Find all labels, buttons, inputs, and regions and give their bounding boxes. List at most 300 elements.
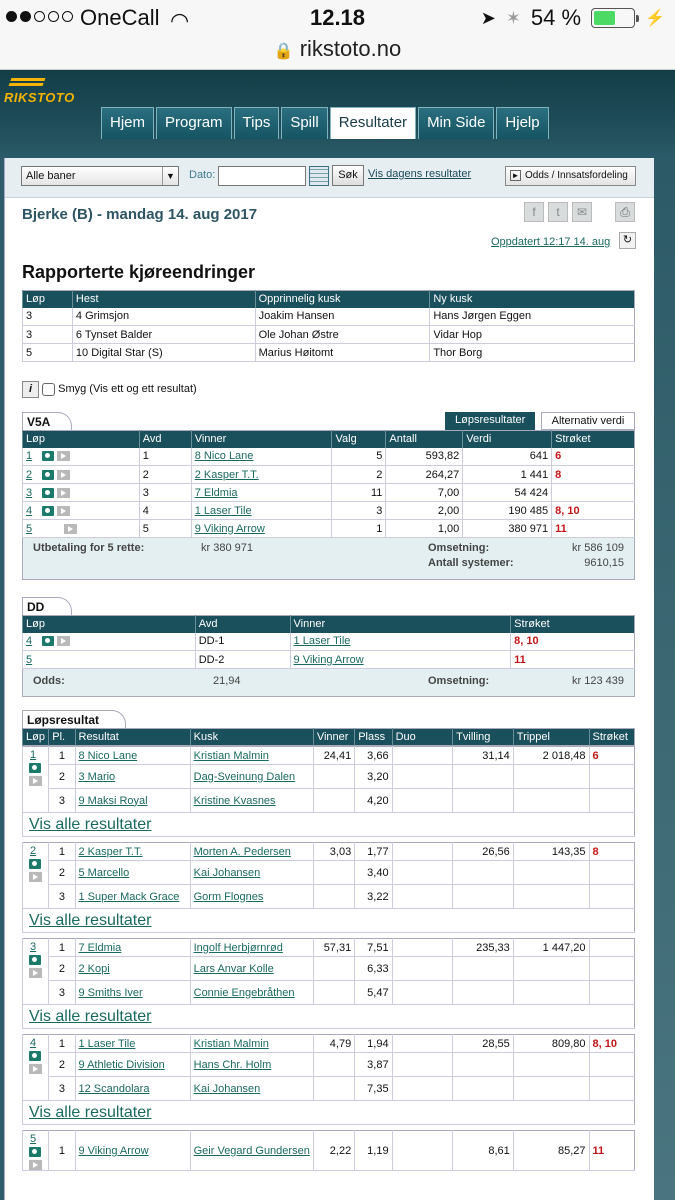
stroket-cell <box>589 1053 635 1077</box>
facebook-icon[interactable]: f <box>524 202 544 222</box>
column-header: Løp <box>23 291 73 308</box>
v5a-tabhead <box>22 412 635 430</box>
column-header: Antall <box>386 431 463 448</box>
race-link[interactable]: 5 <box>30 1133 37 1145</box>
place-odds-cell: 6,33 <box>355 957 392 981</box>
race-link[interactable]: 1 <box>26 450 33 463</box>
table-row <box>23 957 635 981</box>
results-toolbar <box>5 158 654 198</box>
race-cell <box>23 448 140 466</box>
winner-odds-cell <box>313 765 354 789</box>
video-icon[interactable] <box>29 872 42 882</box>
print-icon[interactable]: ⎙ <box>615 202 635 222</box>
trippel-cell <box>513 1077 589 1101</box>
odds-value: 21,94 <box>213 675 241 687</box>
winner-odds-cell <box>313 861 354 885</box>
verdi-cell: 1 441 <box>463 466 552 484</box>
horse-cell <box>75 789 190 813</box>
table-row <box>23 1077 635 1101</box>
twitter-icon[interactable]: t <box>548 202 568 222</box>
stroket-cell: 8, 10 <box>511 633 635 651</box>
duo-cell <box>392 765 453 789</box>
winner-cell <box>191 484 332 502</box>
table-header-row <box>23 729 635 746</box>
tvilling-cell <box>453 765 514 789</box>
verdi-cell: 641 <box>463 448 552 466</box>
stroket-cell <box>589 1077 635 1101</box>
table-row <box>23 1053 635 1077</box>
tab-min-side[interactable]: Min Side <box>418 107 494 139</box>
race-link[interactable]: 1 <box>30 749 37 761</box>
column-header: Tvilling <box>453 729 514 746</box>
track-select[interactable] <box>21 166 179 186</box>
video-icon[interactable] <box>29 1160 42 1170</box>
verdi-cell: 380 971 <box>463 520 552 538</box>
driver-link[interactable]: Kristian Malmin <box>193 749 269 762</box>
battery-percent: 54 % <box>530 5 582 30</box>
column-header: Strøket <box>552 431 635 448</box>
video-icon[interactable] <box>29 1064 42 1074</box>
table-cell: Thor Borg <box>430 344 635 362</box>
driver-cell <box>190 957 313 981</box>
horse-link[interactable]: 3 Mario <box>78 770 116 783</box>
table-cell: 4 Grimsjon <box>72 308 255 326</box>
camera-icon[interactable] <box>42 488 54 498</box>
placement-cell: 1 <box>49 747 75 765</box>
winner-link[interactable]: 1 Laser Tile <box>194 504 252 517</box>
duo-cell <box>392 1131 453 1171</box>
race-result-table <box>22 746 635 837</box>
horse-link[interactable]: 9 Viking Arrow <box>78 1144 149 1157</box>
antall-cell: 2,00 <box>386 502 463 520</box>
column-header: Plass <box>355 729 392 746</box>
winner-odds-cell: 24,41 <box>313 747 354 765</box>
show-all-cell <box>23 813 635 837</box>
place-odds-cell: 3,22 <box>355 885 392 909</box>
video-icon[interactable] <box>57 451 70 461</box>
tvilling-cell <box>453 861 514 885</box>
placement-cell: 3 <box>49 1077 75 1101</box>
stroket-cell <box>589 885 635 909</box>
camera-icon[interactable] <box>29 955 41 965</box>
tvilling-cell: 31,14 <box>453 747 514 765</box>
column-header: Vinner <box>290 616 511 633</box>
tvilling-cell: 26,56 <box>453 843 514 861</box>
race-link[interactable]: 5 <box>26 522 33 535</box>
column-header: Kusk <box>190 729 313 746</box>
bluetooth-icon: ✶ <box>505 7 521 28</box>
trippel-cell: 1 447,20 <box>513 939 589 957</box>
stroket-cell: 8, 10 <box>552 502 635 520</box>
page-title: Bjerke (B) - mandag 14. aug 2017 <box>22 206 258 223</box>
show-all-cell <box>23 909 635 933</box>
show-all-cell <box>23 1101 635 1125</box>
camera-icon[interactable] <box>42 470 54 480</box>
winner-odds-cell: 4,79 <box>313 1035 354 1053</box>
column-header: Avd <box>195 616 290 633</box>
trippel-cell: 85,27 <box>513 1131 589 1171</box>
info-icon[interactable]: i <box>22 381 39 398</box>
trippel-cell: 809,80 <box>513 1035 589 1053</box>
place-odds-cell: 1,77 <box>355 843 392 861</box>
duo-cell <box>392 789 453 813</box>
column-header: Duo <box>392 729 453 746</box>
column-header: Strøket <box>589 729 635 746</box>
horse-link[interactable]: 9 Athletic Division <box>78 1058 165 1071</box>
tab-hjelp[interactable]: Hjelp <box>496 107 548 139</box>
driver-changes-table <box>22 290 635 362</box>
ios-status-bar <box>0 0 675 36</box>
rikstoto-logo[interactable] <box>4 78 75 105</box>
systems-label: Antall systemer: <box>428 557 514 569</box>
race-result-table <box>22 938 635 1029</box>
table-cell: Hans Jørgen Eggen <box>430 308 635 326</box>
duo-cell <box>392 939 453 957</box>
trippel-cell <box>513 765 589 789</box>
url-text: rikstoto.no <box>299 36 402 61</box>
place-odds-cell: 5,47 <box>355 981 392 1005</box>
place-odds-cell: 1,19 <box>355 1131 392 1171</box>
driver-link[interactable]: Hans Chr. Holm <box>193 1058 272 1071</box>
todays-results-link[interactable]: Vis dagens resultater <box>368 168 472 180</box>
stroket-cell: 11 <box>511 651 635 669</box>
race-link[interactable]: 5 <box>26 653 33 666</box>
column-header: Resultat <box>75 729 190 746</box>
race-cell <box>23 466 140 484</box>
place-odds-cell: 7,51 <box>355 939 392 957</box>
driver-cell <box>190 939 313 957</box>
table-row <box>23 651 635 669</box>
v5a-table <box>22 430 635 538</box>
show-all-results-link[interactable]: Vis alle resultater <box>29 1103 152 1121</box>
tvilling-cell: 235,33 <box>453 939 514 957</box>
table-row <box>23 1035 635 1053</box>
tvilling-cell <box>453 1053 514 1077</box>
race-cell <box>23 520 140 538</box>
date-input[interactable] <box>218 166 306 186</box>
winner-odds-cell <box>313 789 354 813</box>
valg-cell: 5 <box>332 448 386 466</box>
winner-odds-cell <box>313 885 354 909</box>
driver-cell <box>190 1053 313 1077</box>
verdi-cell: 190 485 <box>463 502 552 520</box>
race-link[interactable]: 2 <box>26 468 33 481</box>
winner-cell <box>191 520 332 538</box>
trippel-cell <box>513 981 589 1005</box>
race-link[interactable]: 4 <box>30 1037 37 1049</box>
winner-link[interactable]: 7 Eldmia <box>194 486 238 499</box>
antall-cell: 264,27 <box>386 466 463 484</box>
charging-icon: ⚡ <box>645 10 665 27</box>
camera-icon[interactable] <box>42 506 54 516</box>
tab-hjem[interactable]: Hjem <box>101 107 154 139</box>
tab-program[interactable]: Program <box>156 107 232 139</box>
trippel-cell <box>513 957 589 981</box>
horse-cell <box>75 765 190 789</box>
video-icon[interactable] <box>29 776 42 786</box>
dd-summary <box>22 669 635 697</box>
show-all-results-link[interactable]: Vis alle resultater <box>29 911 152 929</box>
place-odds-cell: 3,40 <box>355 861 392 885</box>
table-row <box>23 981 635 1005</box>
video-icon[interactable] <box>57 488 70 498</box>
horse-link[interactable]: 9 Maksi Royal <box>78 794 148 807</box>
stroket-cell <box>589 765 635 789</box>
email-icon[interactable]: ✉ <box>572 202 592 222</box>
stroket-cell: 11 <box>589 1131 635 1171</box>
avd-cell: 4 <box>139 502 191 520</box>
trippel-cell <box>513 885 589 909</box>
show-all-row <box>23 1101 635 1125</box>
tvilling-cell: 28,55 <box>453 1035 514 1053</box>
horse-link[interactable]: 1 Laser Tile <box>78 1037 136 1050</box>
stroket-cell <box>552 484 635 502</box>
odds-button[interactable] <box>505 166 636 186</box>
table-row <box>23 1131 635 1171</box>
winner-cell <box>191 448 332 466</box>
winner-link[interactable]: 2 Kasper T.T. <box>194 468 259 481</box>
dd-table <box>22 615 635 669</box>
driver-cell <box>190 765 313 789</box>
driver-cell <box>190 1035 313 1053</box>
race-link[interactable]: 4 <box>26 504 33 517</box>
race-result-table <box>22 1130 635 1171</box>
race-link[interactable]: 3 <box>26 486 33 499</box>
table-header-row <box>23 431 635 448</box>
table-row <box>23 308 635 326</box>
content-panel <box>4 158 654 1200</box>
winner-odds-cell <box>313 981 354 1005</box>
winner-cell <box>290 651 511 669</box>
turnover-label: Omsetning: <box>428 675 490 687</box>
horse-cell <box>75 861 190 885</box>
driver-cell <box>190 789 313 813</box>
date-label: Dato: <box>189 169 216 181</box>
tab-spill[interactable]: Spill <box>281 107 327 139</box>
driver-link[interactable]: Connie Engebråthen <box>193 986 295 999</box>
winner-link[interactable]: 9 Viking Arrow <box>194 522 265 535</box>
table-row <box>23 520 635 538</box>
video-icon[interactable] <box>29 968 42 978</box>
duo-cell <box>392 861 453 885</box>
video-icon[interactable] <box>57 506 70 516</box>
main-nav <box>101 107 549 139</box>
show-all-cell <box>23 1005 635 1029</box>
race-cell <box>23 651 196 669</box>
winner-link[interactable]: 8 Nico Lane <box>194 450 254 463</box>
horse-cell <box>75 981 190 1005</box>
race-cell <box>23 633 196 651</box>
changes-heading: Rapporterte kjøreendringer <box>22 262 256 282</box>
video-icon[interactable] <box>57 470 70 480</box>
driver-link[interactable]: Ingolf Herbjørnrød <box>193 941 283 954</box>
race-link[interactable]: 4 <box>26 635 33 648</box>
table-row <box>23 843 635 861</box>
payout-value: kr 380 971 <box>201 542 253 554</box>
table-row <box>23 789 635 813</box>
smyg-checkbox[interactable] <box>42 383 55 396</box>
verdi-cell: 54 424 <box>463 484 552 502</box>
horse-link[interactable]: 2 Kasper T.T. <box>78 845 143 858</box>
camera-icon[interactable] <box>42 451 54 461</box>
smyg-label: Smyg (Vis ett og ett resultat) <box>58 383 197 395</box>
placement-cell: 2 <box>49 957 75 981</box>
winner-link[interactable]: 1 Laser Tile <box>293 635 351 648</box>
table-cell: 10 Digital Star (S) <box>72 344 255 362</box>
race-cell <box>23 843 49 909</box>
camera-icon[interactable] <box>29 763 41 773</box>
driver-link[interactable]: Lars Anvar Kolle <box>193 962 274 975</box>
winner-cell <box>290 633 511 651</box>
wifi-icon: ◠ <box>170 8 190 33</box>
column-header: Løp <box>23 431 140 448</box>
table-row <box>23 466 635 484</box>
table-row <box>23 448 635 466</box>
camera-icon[interactable] <box>29 859 41 869</box>
placement-cell: 2 <box>49 765 75 789</box>
track-select-value: Alle baner <box>26 170 76 182</box>
results-tabhead <box>22 710 635 728</box>
driver-link[interactable]: Kristine Kvasnes <box>193 794 276 807</box>
tvilling-cell <box>453 981 514 1005</box>
show-all-row <box>23 813 635 837</box>
battery-icon <box>591 8 635 28</box>
updated-link[interactable]: Oppdatert 12:17 14. aug <box>491 236 611 248</box>
dd-label: DD <box>22 597 72 615</box>
turnover-value: kr 123 439 <box>572 675 624 687</box>
place-odds-cell: 1,94 <box>355 1035 392 1053</box>
horse-link[interactable]: 12 Scandolara <box>78 1082 150 1095</box>
driver-link[interactable]: Morten A. Pedersen <box>193 845 291 858</box>
driver-cell <box>190 981 313 1005</box>
camera-icon[interactable] <box>29 1147 41 1157</box>
column-header: Hest <box>72 291 255 308</box>
driver-link[interactable]: Dag-Sveinung Dalen <box>193 770 296 783</box>
duo-cell <box>392 1077 453 1101</box>
video-icon[interactable] <box>57 636 70 646</box>
race-link[interactable]: 3 <box>30 941 37 953</box>
calendar-icon[interactable] <box>309 166 329 186</box>
location-icon: ➤ <box>480 7 496 28</box>
trippel-cell <box>513 861 589 885</box>
driver-cell <box>190 885 313 909</box>
antall-cell: 1,00 <box>386 520 463 538</box>
duo-cell <box>392 981 453 1005</box>
tab-tips[interactable]: Tips <box>234 107 280 139</box>
stroket-cell: 8 <box>552 466 635 484</box>
results-label: Løpsresultat <box>22 710 126 728</box>
horse-link[interactable]: 7 Eldmia <box>78 941 122 954</box>
show-all-results-link[interactable]: Vis alle resultater <box>29 815 152 833</box>
column-header: Løp <box>23 616 196 633</box>
place-odds-cell: 3,20 <box>355 765 392 789</box>
stroket-cell: 8, 10 <box>589 1035 635 1053</box>
placement-cell: 3 <box>49 981 75 1005</box>
table-row <box>23 747 635 765</box>
tvilling-cell <box>453 789 514 813</box>
winner-odds-cell <box>313 1077 354 1101</box>
winner-odds-cell: 57,31 <box>313 939 354 957</box>
driver-link[interactable]: Kai Johansen <box>193 866 261 879</box>
table-cell: Ole Johan Østre <box>255 326 430 344</box>
search-button[interactable]: Søk <box>332 165 364 186</box>
column-header: Verdi <box>463 431 552 448</box>
v5a-summary <box>22 538 635 580</box>
driver-link[interactable]: Kristian Malmin <box>193 1037 269 1050</box>
table-header-row <box>23 291 635 308</box>
avd-cell: 5 <box>139 520 191 538</box>
horse-link[interactable]: 1 Super Mack Grace <box>78 890 180 903</box>
valg-cell: 3 <box>332 502 386 520</box>
tab-lopsresultater[interactable]: Løpsresultater <box>445 412 535 430</box>
chevron-down-icon: ▼ <box>162 167 178 185</box>
table-cell: 5 <box>23 344 73 362</box>
horse-cell <box>75 939 190 957</box>
show-all-results-link[interactable]: Vis alle resultater <box>29 1007 152 1025</box>
stroket-cell <box>589 789 635 813</box>
duo-cell <box>392 957 453 981</box>
table-cell: Vidar Hop <box>430 326 635 344</box>
table-row <box>23 484 635 502</box>
horse-link[interactable]: 5 Marcello <box>78 866 130 879</box>
column-header: Opprinnelig kusk <box>255 291 430 308</box>
race-result-table <box>22 842 635 933</box>
race-link[interactable]: 2 <box>30 845 37 857</box>
placement-cell: 3 <box>49 885 75 909</box>
duo-cell <box>392 747 453 765</box>
placement-cell: 1 <box>49 1131 75 1171</box>
tab-alternativ-verdi[interactable]: Alternativ verdi <box>541 412 635 430</box>
refresh-icon[interactable]: ↻ <box>619 232 636 249</box>
driver-cell <box>190 747 313 765</box>
stroket-cell <box>589 861 635 885</box>
video-icon[interactable] <box>64 524 77 534</box>
driver-link[interactable]: Kai Johansen <box>193 1082 261 1095</box>
driver-cell <box>190 1077 313 1101</box>
avd-cell: DD-2 <box>195 651 290 669</box>
placement-cell: 2 <box>49 1053 75 1077</box>
column-header: Avd <box>139 431 191 448</box>
address-bar[interactable] <box>0 36 675 70</box>
driver-cell <box>190 861 313 885</box>
race-cell <box>23 502 140 520</box>
duo-cell <box>392 843 453 861</box>
horse-link[interactable]: 9 Smiths Iver <box>78 986 143 999</box>
column-header: Pl. <box>49 729 75 746</box>
driver-link[interactable]: Gorm Flognes <box>193 890 264 903</box>
tab-resultater[interactable]: Resultater <box>330 107 416 139</box>
camera-icon[interactable] <box>29 1051 41 1061</box>
table-cell: Marius Høitomt <box>255 344 430 362</box>
antall-cell: 7,00 <box>386 484 463 502</box>
horse-link[interactable]: 2 Kopi <box>78 962 110 975</box>
stroket-cell: 11 <box>552 520 635 538</box>
horse-link[interactable]: 8 Nico Lane <box>78 749 138 762</box>
winner-link[interactable]: 9 Viking Arrow <box>293 653 364 666</box>
table-row <box>23 502 635 520</box>
winner-cell <box>191 466 332 484</box>
stroket-cell <box>589 939 635 957</box>
driver-link[interactable]: Geir Vegard Gundersen <box>193 1144 310 1157</box>
table-cell: 6 Tynset Balder <box>72 326 255 344</box>
smyg-row <box>22 381 635 401</box>
table-cell: 3 <box>23 326 73 344</box>
share-icons <box>524 202 592 222</box>
winner-odds-cell <box>313 1053 354 1077</box>
stroket-cell: 6 <box>552 448 635 466</box>
camera-icon[interactable] <box>42 636 54 646</box>
horse-cell <box>75 1053 190 1077</box>
